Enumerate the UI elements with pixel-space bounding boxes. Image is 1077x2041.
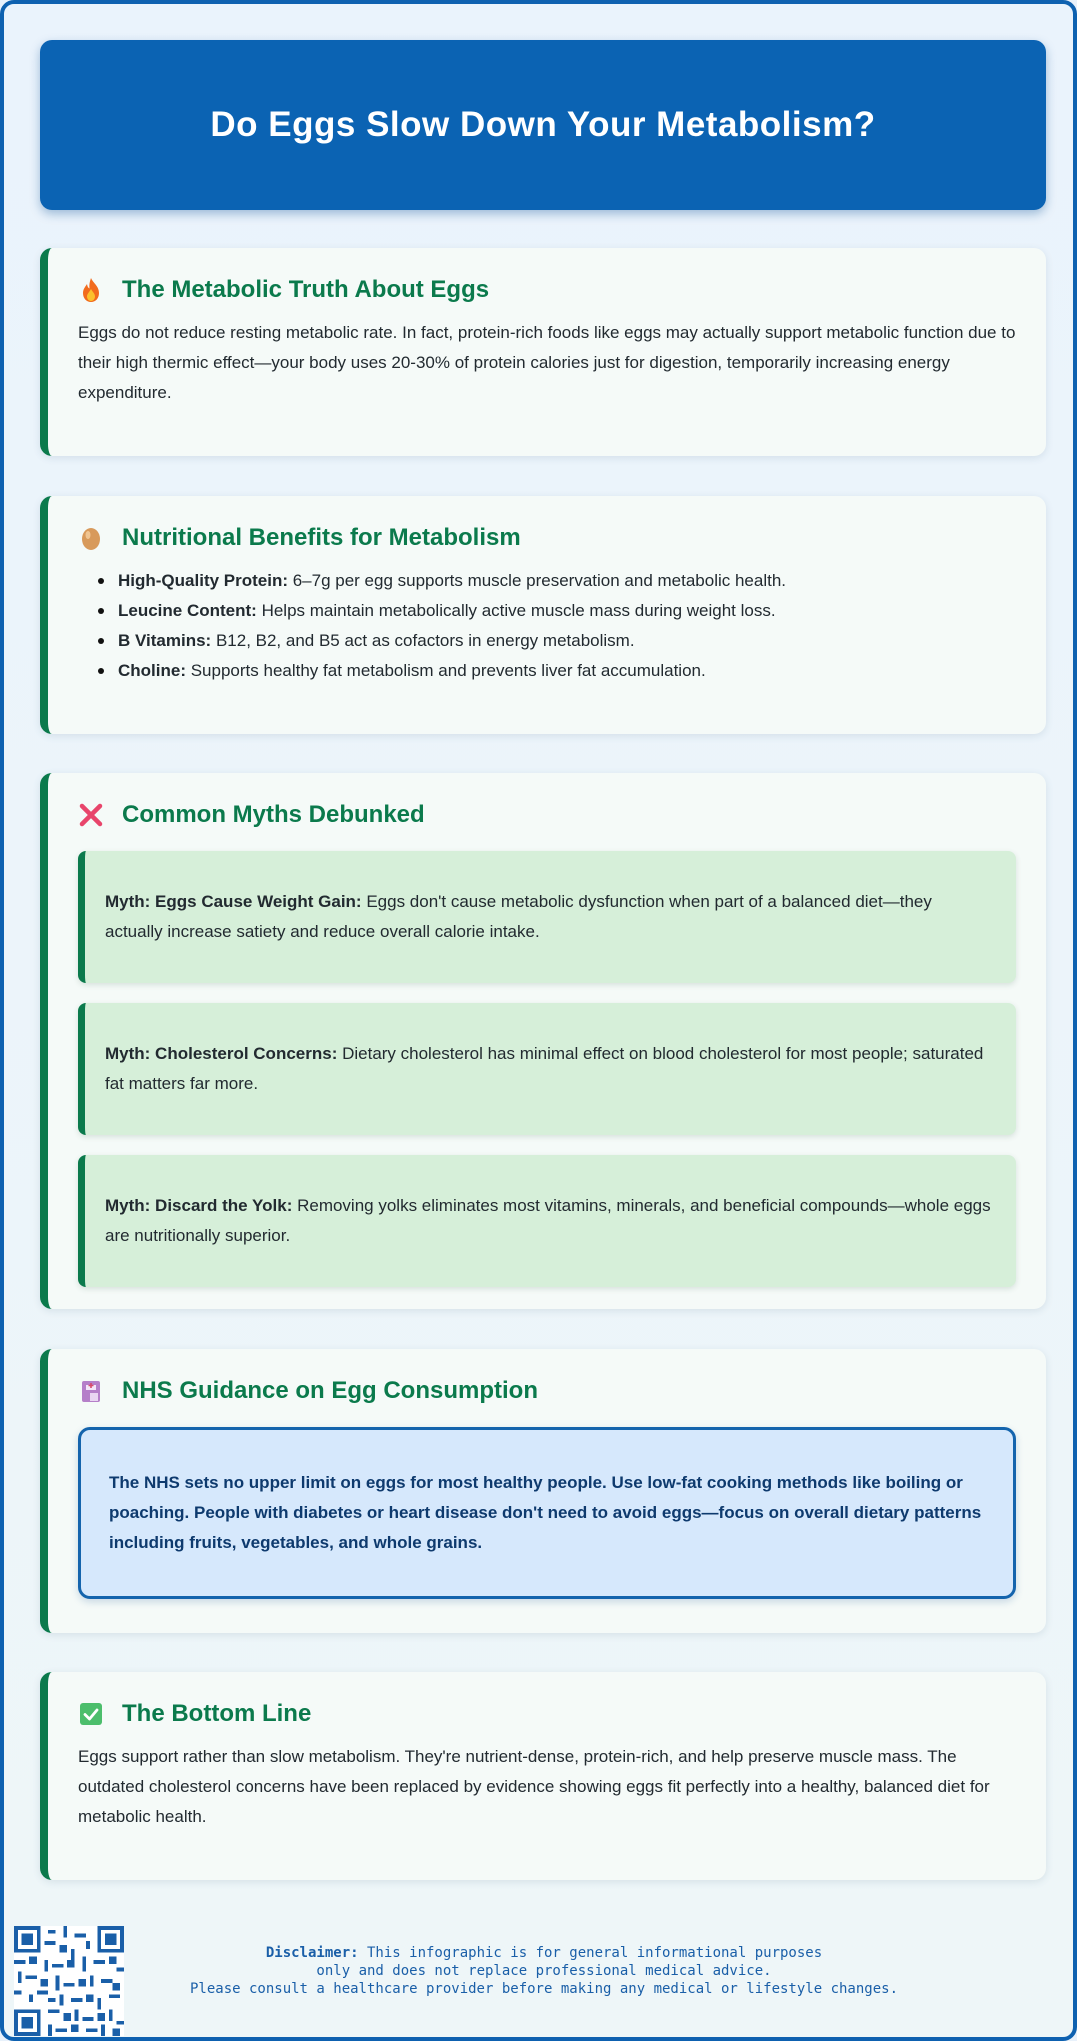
disclaimer-line-2: only and does not replace professional medical advice.: [316, 1963, 772, 1979]
disclaimer-line-1: This infographic is for general informational purposes: [358, 1945, 823, 1961]
section-title: Common Myths Debunked: [122, 801, 425, 828]
nhs-callout: The NHS sets no upper limit on eggs for most healthy people. Use low-fat cooking methods like boiling or poaching. People with diabetes or heart disease don't need to avoid eggs—focus on overall dietary patterns including fruits, vegetables, and whole grains.: [78, 1427, 1016, 1599]
disclaimer-label: Disclaimer:: [265, 1945, 359, 1961]
egg-icon: [78, 525, 104, 551]
list-item: [118, 626, 1016, 656]
section-header: [78, 276, 1016, 304]
section-title: The Metabolic Truth About Eggs: [122, 276, 490, 303]
myth-text: Removing yolks eliminates most vitamins, minerals, and beneficial compounds—whole eggs are nutritionally superior.: [105, 1196, 991, 1245]
list-item-label: High-Quality Protein:: [118, 571, 288, 590]
section-title: The Bottom Line: [122, 1700, 312, 1727]
list-item: [118, 596, 1016, 626]
section-metabolic-truth: [40, 248, 1046, 456]
list-item-text: Helps maintain metabolically active muscle mass during weight loss.: [256, 601, 776, 620]
list-item-text: Supports healthy fat metabolism and prevents liver fat accumulation.: [186, 661, 706, 680]
list-item-text: 6–7g per egg supports muscle preservation and metabolic health.: [288, 571, 787, 590]
list-item-label: Leucine Content:: [118, 601, 257, 620]
myth-text: Dietary cholesterol has minimal effect on blood cholesterol for most people; saturated fat matters far more.: [105, 1044, 984, 1093]
section-nhs-guidance: [40, 1349, 1046, 1633]
list-item: [118, 566, 1016, 596]
section-body: Eggs do not reduce resting metabolic rate. In fact, protein-rich foods like eggs may actually support metabolic function due to their high thermic effect—your body uses 20-30% of protein calories just for digestion, temporarily increasing energy expenditure.: [78, 323, 1016, 402]
list-item-text: B12, B2, and B5 act as cofactors in energy metabolism.: [211, 631, 635, 650]
cross-mark-icon: [78, 802, 104, 828]
page-title: Do Eggs Slow Down Your Metabolism?: [210, 105, 876, 144]
benefits-list: [78, 566, 1016, 686]
section-nutritional-benefits: [40, 496, 1046, 734]
myth-card: [78, 1155, 1016, 1287]
myth-label: Myth: Discard the Yolk:: [105, 1196, 293, 1215]
section-title: NHS Guidance on Egg Consumption: [122, 1377, 538, 1404]
disclaimer-text: [184, 1944, 904, 1998]
section-header: [78, 801, 1016, 829]
disclaimer-line-3: Please consult a healthcare provider before making any medical or lifestyle changes.: [189, 1981, 898, 1997]
section-header: [78, 1700, 1016, 1728]
myth-label: Myth: Cholesterol Concerns:: [105, 1044, 338, 1063]
hospital-icon: [78, 1378, 104, 1404]
section-bottom-line: [40, 1672, 1046, 1880]
myth-label: Myth: Eggs Cause Weight Gain:: [105, 892, 362, 911]
fire-icon: [78, 277, 104, 303]
section-header: [78, 1377, 1016, 1405]
list-item-label: Choline:: [118, 661, 186, 680]
myth-card: [78, 851, 1016, 983]
section-myths-debunked: [40, 773, 1046, 1309]
footer: [4, 1920, 1077, 2040]
list-item-label: B Vitamins:: [118, 631, 212, 650]
section-body: Eggs support rather than slow metabolism. They're nutrient-dense, protein-rich, and help preserve muscle mass. The outdated cholesterol concerns have been replaced by evidence showing eggs fit perfectly into a healthy, balanced diet for metabolic health.: [78, 1747, 990, 1826]
section-header: [78, 524, 1016, 552]
myth-card: [78, 1003, 1016, 1135]
section-title: Nutritional Benefits for Metabolism: [122, 524, 521, 551]
list-item: [118, 656, 1016, 686]
myth-text: Eggs don't cause metabolic dysfunction when part of a balanced diet—they actually increase satiety and reduce overall calorie intake.: [105, 892, 932, 941]
check-mark-icon: [78, 1701, 104, 1727]
qr-code-icon[interactable]: [14, 1926, 124, 2036]
header-banner: [40, 40, 1046, 210]
